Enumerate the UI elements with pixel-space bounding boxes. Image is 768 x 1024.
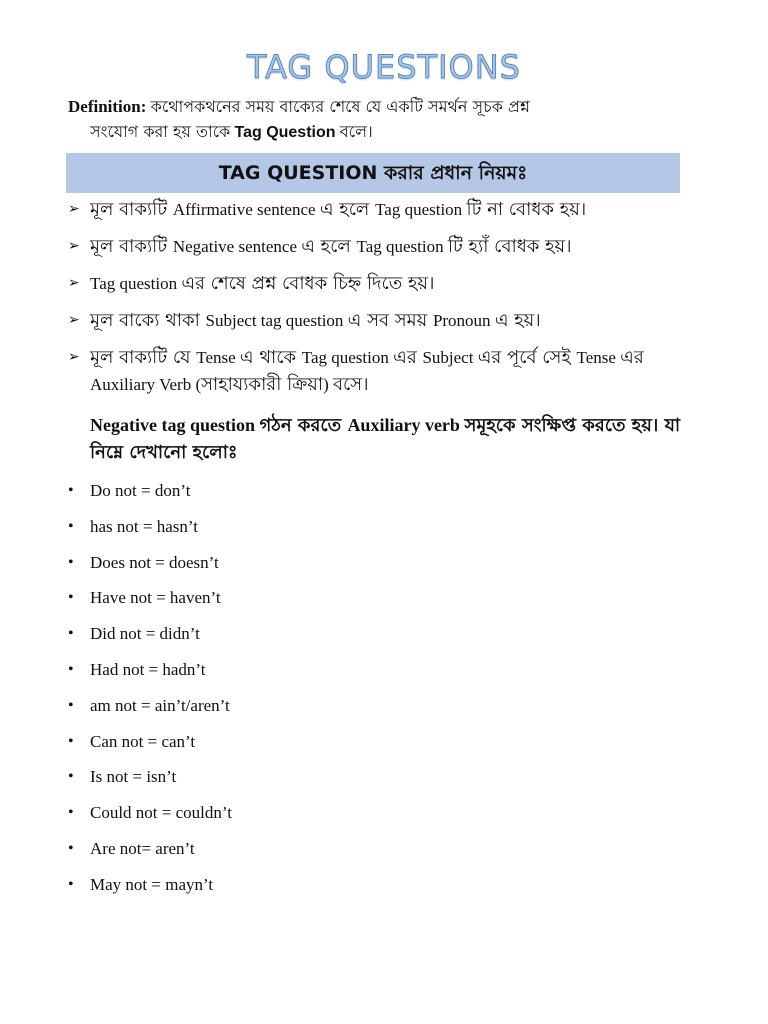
- contraction-text: Does not = doesn’t: [90, 552, 219, 572]
- text-segment: মূল বাক্যটি: [90, 236, 173, 257]
- arrow-bullet-icon: ➢: [68, 201, 80, 217]
- arrow-bullet-icon: ➢: [68, 312, 80, 328]
- text-segment: এর শেষে প্রশ্ন বোধক চিহ্ন দিতে হয়।: [181, 273, 435, 294]
- arrow-bullet-icon: ➢: [68, 238, 80, 254]
- text-segment: এ হলে: [301, 236, 357, 257]
- contraction-item: [68, 478, 468, 514]
- bullet-icon: •: [68, 553, 74, 571]
- bullet-icon: •: [68, 839, 74, 857]
- text-segment: Subject: [422, 348, 478, 367]
- contraction-text: has not = hasn’t: [90, 516, 198, 536]
- contraction-text: Could not = couldn’t: [90, 803, 232, 823]
- text-segment: বসে।: [333, 374, 369, 395]
- text-segment: মূল বাক্যে থাকা: [90, 310, 206, 331]
- text-segment: Negative sentence: [172, 237, 302, 256]
- bullet-icon: •: [68, 517, 74, 535]
- negative-tag-heading: [90, 412, 690, 466]
- text-segment: Subject tag question: [205, 311, 348, 330]
- bullet-icon: •: [68, 875, 74, 893]
- text-segment: টি না বোধক হয়।: [466, 199, 587, 220]
- bullet-icon: •: [68, 696, 74, 714]
- text-segment: সমূহকে সংক্ষিপ্ত করতে হয়। যা নিম্নে দেখানো হলোঃ: [90, 415, 681, 463]
- rule-item: [68, 270, 698, 297]
- page-title: TAG QUESTIONS: [247, 48, 521, 86]
- text-segment: Tag question: [356, 237, 448, 256]
- text-segment: মূল বাক্যটি: [90, 199, 173, 220]
- contraction-item: [68, 585, 468, 621]
- contraction-text: Have not = haven’t: [90, 588, 221, 608]
- rule-item: [68, 307, 698, 334]
- arrow-bullet-icon: ➢: [68, 349, 80, 365]
- bullet-icon: •: [68, 589, 74, 607]
- definition-term: Tag Question: [234, 124, 336, 141]
- contraction-item: [68, 621, 468, 657]
- text-segment: এর পূর্বে সেই: [477, 347, 577, 368]
- rule-item: [68, 344, 698, 398]
- rules-list: [68, 196, 698, 408]
- contraction-text: Do not = don’t: [90, 481, 191, 500]
- text-segment: এ হলে: [319, 199, 376, 220]
- text-segment: Affirmative sentence: [172, 200, 320, 219]
- text-segment: Tense: [196, 348, 240, 367]
- text-segment: টি হ্যাঁ বোধক হয়।: [447, 236, 572, 257]
- definition-line-2: [68, 119, 688, 145]
- contraction-item: [68, 657, 468, 693]
- text-segment: ): [323, 375, 334, 394]
- contraction-text: Did not = didn’t: [90, 624, 200, 644]
- contraction-item: [68, 836, 468, 872]
- contraction-text: Are not= aren’t: [90, 838, 195, 858]
- text-segment: Tag question: [301, 348, 394, 367]
- bullet-icon: •: [68, 804, 74, 822]
- contraction-text: am not = ain’t/aren’t: [90, 695, 230, 715]
- bullet-icon: •: [68, 768, 74, 786]
- text-segment: Tense: [576, 348, 621, 367]
- definition-text-2: সংযোগ করা হয় তাকে: [90, 122, 231, 141]
- bullet-icon: •: [68, 732, 74, 750]
- contraction-text: May not = mayn’t: [90, 874, 214, 894]
- text-segment: এ সব সময়: [347, 310, 433, 331]
- definition: [68, 94, 688, 145]
- definition-label: Definition:: [68, 97, 147, 116]
- bullet-icon: •: [68, 660, 74, 678]
- contraction-text: Can not = can’t: [90, 731, 196, 751]
- text-segment: গঠন করতে: [259, 415, 348, 436]
- text-segment: Auxiliary verb: [347, 415, 465, 435]
- rule-item: [68, 196, 698, 223]
- bullet-icon: •: [68, 482, 74, 499]
- rules-banner: TAG QUESTION করার প্রধান নিয়মঃ: [66, 153, 680, 193]
- contraction-item: [68, 764, 468, 800]
- definition-line-1: [68, 94, 688, 119]
- definition-text-3: বলে।: [339, 122, 373, 141]
- text-segment: Tag question: [375, 200, 467, 219]
- text-segment: এর: [620, 347, 644, 368]
- arrow-bullet-icon: ➢: [68, 275, 80, 291]
- text-segment: Negative tag question: [90, 415, 260, 435]
- text-segment: Pronoun: [432, 311, 495, 330]
- contraction-item: [68, 729, 468, 765]
- text-segment: এ থাকে: [239, 347, 302, 368]
- text-segment: এ হয়।: [494, 310, 541, 331]
- contraction-text: Is not = isn’t: [90, 767, 177, 787]
- contraction-item: [68, 514, 468, 550]
- text-segment: মূল বাক্যটি যে: [90, 347, 197, 368]
- contraction-item: [68, 800, 468, 836]
- rule-item: [68, 233, 698, 260]
- contraction-item: [68, 872, 468, 908]
- contraction-item: [68, 693, 468, 729]
- contraction-item: [68, 550, 468, 586]
- text-segment: Tag question: [90, 274, 182, 293]
- contraction-text: Had not = hadn’t: [90, 659, 206, 679]
- text-segment: সাহায্যকারী ক্রিয়া: [201, 374, 324, 395]
- text-segment: এর: [393, 347, 423, 368]
- bullet-icon: •: [68, 625, 74, 643]
- text-segment: Auxiliary Verb (: [90, 375, 202, 394]
- definition-text-1: কথোপকথনের সময় বাক্যের শেষে যে একটি সমর্থন সূচক প্রশ্ন: [150, 97, 530, 116]
- contractions-list: [68, 478, 468, 908]
